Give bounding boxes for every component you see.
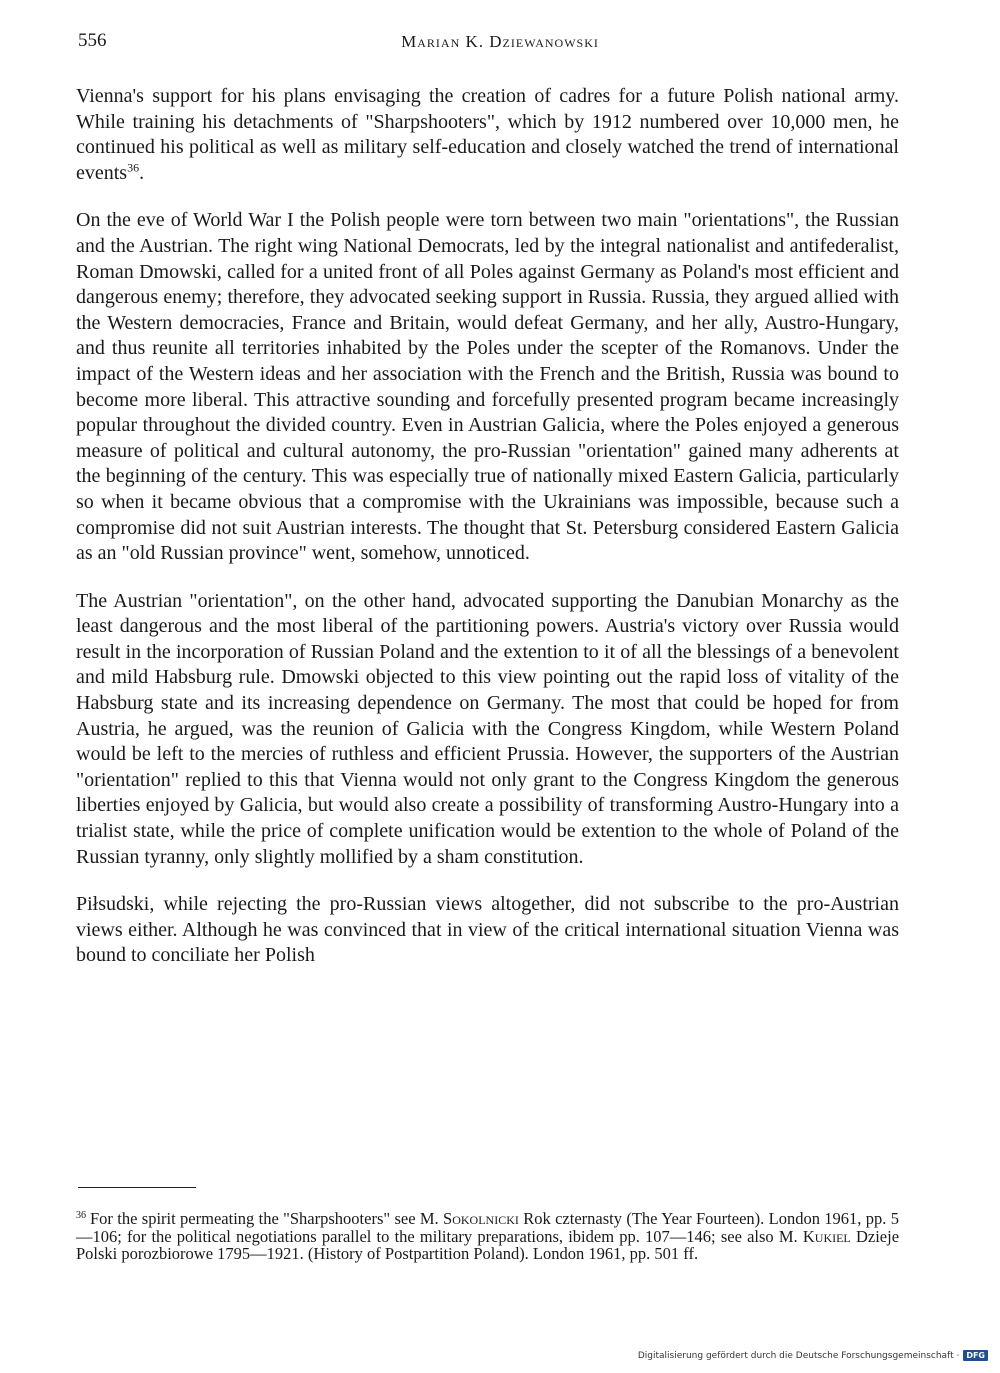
paragraph-1 <box>76 84 899 186</box>
footnote-text-1: For the spirit permeating the "Sharpshooters" see M. <box>90 1209 439 1228</box>
footnote-number: 36 <box>76 1209 86 1221</box>
page-number: 556 <box>78 30 107 51</box>
running-head: Marian K. Dziewanowski <box>401 32 599 51</box>
credit-text: Digitalisierung gefördert durch die Deutsche Forschungsgemeinschaft · <box>637 1350 960 1361</box>
footnote-text-2: Rok czternasty (The Year Fourteen). London 1961, pp. 5—106; for the political negotiations parallel to the military preparations, ibidem pp. 107—146; see also M. <box>76 1209 900 1246</box>
paragraph-3: The Austrian "orientation", on the other hand, advocated supporting the Danubian Monarchy as the least dangerous and the most liberal of the partitioning powers. Austria's victory over Russia would result in the incorporation of Russian Poland and the extention to it of all the blessings of a benevolent and mild Habsburg rule. Dmowski objected to this view pointing out the rapid loss of vitality of the Habsburg state and its increasing dependence on Germany. The most that could be hoped for from Austria, he argued, was the reunion of Galicia with the Congress Kingdom, while Western Poland would be left to the mercies of ruthless and efficient Prussia. However, the supporters of the Austrian "orientation" replied to this that Vienna would not only grant to the Congress Kingdom the generous liberties enjoyed by Galicia, but would also create a possibility of transforming Austro-Hungary into a trialist state, while the price of complete unification would be extention to the whole of Poland of the Russian tyranny, only slightly mollified by a sham constitution. <box>76 589 899 868</box>
paragraph-2: On the eve of World War I the Polish people were torn between two main "orientations", the Russian and the Austrian. The right wing National Democrats, led by the integral nationalist and antifederalist, Roman Dmowski, called for a united front of all Poles against Germany as Poland's most efficient and dangerous enemy; therefore, they advocated seeking support in Russia. Russia, they argued allied with the Western democracies, France and Britain, would defeat Germany, and her ally, Austro-Hungary, and thus reunite all territories inhabited by the Poles under the scepter of the Romanovs. Under the impact of the Western ideas and her association with the French and the British, Russia was bound to become more liberal. This attractive sounding and forcefully presented program became increasingly popular throughout the divided country. Even in Austrian Galicia, where the Poles enjoyed a generous measure of political and cultural autonomy, the pro-Russian "orientation" gained many adherents at the beginning of the century. This was especially true of nationally mixed Eastern Galicia, particularly so when it became obvious that a compromise with the Ukrainians was impossible, because such a compromise did not suit Austrian interests. The thought that St. Petersburg considered Eastern Galicia as an "old Russian province" went, somehow, unnoticed. <box>76 209 899 565</box>
footnote-reference: 36 <box>127 160 140 175</box>
digitization-credit <box>638 1350 988 1361</box>
footnote-author-2: Kukiel <box>802 1226 851 1246</box>
footnote-text-3: Dzieje Polski porozbiorowe 1795—1921. (History of Postpartition Poland). London 1961, pp. 501 ff. <box>76 1226 900 1263</box>
body-text <box>76 84 899 969</box>
dfg-logo-icon: DFG <box>963 1350 988 1361</box>
paragraph-1-text: Vienna's support for his plans envisaging the creation of cadres for a future Polish national army. While training his detachments of "Sharpshooters", which by 1912 numbered over 10,000 men, he continued his political as well as military self-education and closely watched the trend of international events <box>76 85 899 184</box>
footnote-36 <box>76 1210 899 1263</box>
paragraph-4: Piłsudski, while rejecting the pro-Russian views altogether, did not subscribe to the pro-Austrian views either. Although he was convinced that in view of the critical international situation Vienna was bound to conciliate her Polish <box>76 893 899 967</box>
footnote-author-1: Sokolnicki <box>443 1209 519 1228</box>
paragraph-1-tail: . <box>139 161 145 184</box>
footnote-rule <box>78 1187 196 1188</box>
